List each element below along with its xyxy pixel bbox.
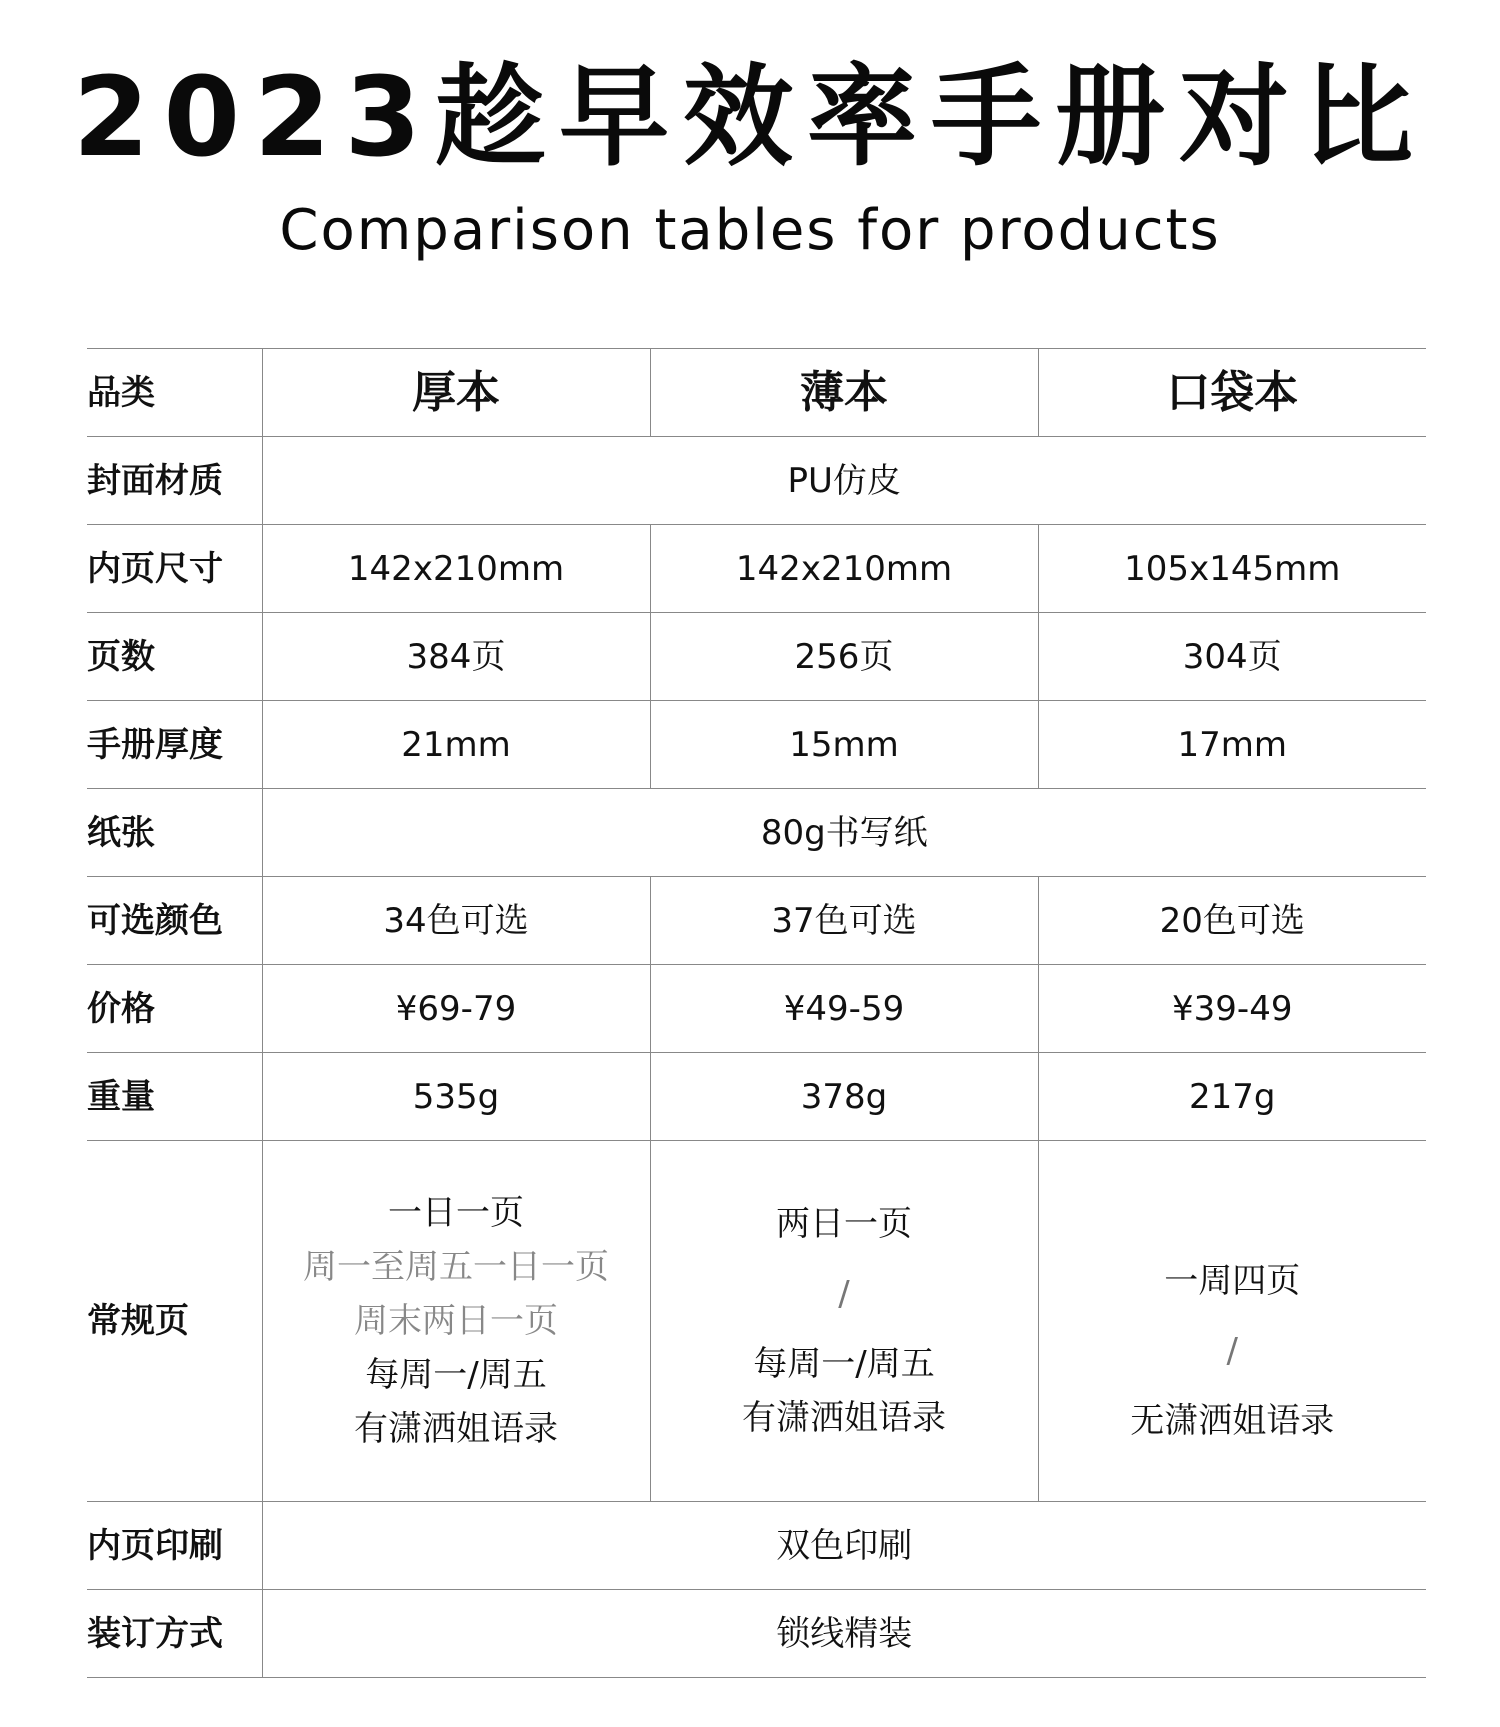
column-header-thick: 厚本 <box>262 349 650 437</box>
cell-colors-pocket: 20色可选 <box>1038 877 1426 965</box>
table-row-regular <box>87 1141 1426 1502</box>
regular-line: 两日一页 <box>776 1204 912 1244</box>
cell-size-pocket: 105x145mm <box>1038 525 1426 613</box>
cell-regular-pocket <box>1038 1141 1426 1502</box>
table-row-weight <box>87 1053 1426 1141</box>
cell-size-thin: 142x210mm <box>650 525 1038 613</box>
cell-pages-pocket: 304页 <box>1038 613 1426 701</box>
cell-price-pocket: ¥39-49 <box>1038 965 1426 1053</box>
column-header-thin: 薄本 <box>650 349 1038 437</box>
cell-thickness-thin: 15mm <box>650 701 1038 789</box>
cell-binding: 锁线精装 <box>262 1590 1426 1678</box>
cell-thickness-thick: 21mm <box>262 701 650 789</box>
column-header-pocket: 口袋本 <box>1038 349 1426 437</box>
regular-slash: / <box>1226 1331 1238 1371</box>
regular-line: 有潇洒姐语录 <box>354 1409 558 1449</box>
table-row-colors <box>87 877 1426 965</box>
cell-price-thick: ¥69-79 <box>262 965 650 1053</box>
regular-line: 每周一/周五 <box>753 1344 935 1384</box>
table-row-paper <box>87 789 1426 877</box>
cell-thickness-pocket: 17mm <box>1038 701 1426 789</box>
cell-colors-thin: 37色可选 <box>650 877 1038 965</box>
cell-weight-pocket: 217g <box>1038 1053 1426 1141</box>
table-row-thickness <box>87 701 1426 789</box>
cell-colors-thick: 34色可选 <box>262 877 650 965</box>
table-row-cover <box>87 437 1426 525</box>
row-label: 手册厚度 <box>87 701 262 789</box>
table-row-price <box>87 965 1426 1053</box>
cell-size-thick: 142x210mm <box>262 525 650 613</box>
table-row-category <box>87 349 1426 437</box>
row-label: 常规页 <box>87 1141 262 1502</box>
cell-regular-thin <box>650 1141 1038 1502</box>
regular-note: 周一至周五一日一页 <box>303 1247 609 1287</box>
row-label: 价格 <box>87 965 262 1053</box>
row-label: 装订方式 <box>87 1590 262 1678</box>
regular-note: 周末两日一页 <box>354 1301 558 1341</box>
cell-weight-thick: 535g <box>262 1053 650 1141</box>
table-row-printing <box>87 1502 1426 1590</box>
page-title: 2023趁早效率手册对比 <box>72 53 1428 181</box>
row-label: 品类 <box>87 349 262 437</box>
cell-paper: 80g书写纸 <box>262 789 1426 877</box>
row-label: 可选颜色 <box>87 877 262 965</box>
cell-pages-thick: 384页 <box>262 613 650 701</box>
cell-regular-thick <box>262 1141 650 1502</box>
cell-price-thin: ¥49-59 <box>650 965 1038 1053</box>
regular-line: 有潇洒姐语录 <box>742 1398 946 1438</box>
table-row-pages <box>87 613 1426 701</box>
row-label: 页数 <box>87 613 262 701</box>
page-subtitle: Comparison tables for products <box>279 198 1221 263</box>
row-label: 重量 <box>87 1053 262 1141</box>
cell-printing: 双色印刷 <box>262 1502 1426 1590</box>
regular-line: 无潇洒姐语录 <box>1130 1401 1335 1441</box>
row-label: 内页尺寸 <box>87 525 262 613</box>
regular-line: 每周一/周五 <box>365 1355 547 1395</box>
row-label: 内页印刷 <box>87 1502 262 1590</box>
row-label: 封面材质 <box>87 437 262 525</box>
cell-weight-thin: 378g <box>650 1053 1038 1141</box>
comparison-table <box>87 348 1426 1678</box>
regular-slash: / <box>838 1274 850 1314</box>
cell-cover: PU仿皮 <box>262 437 1426 525</box>
table-row-size <box>87 525 1426 613</box>
regular-line: 一日一页 <box>388 1193 524 1233</box>
regular-line: 一周四页 <box>1164 1261 1301 1301</box>
cell-pages-thin: 256页 <box>650 613 1038 701</box>
row-label: 纸张 <box>87 789 262 877</box>
table-row-binding <box>87 1590 1426 1678</box>
